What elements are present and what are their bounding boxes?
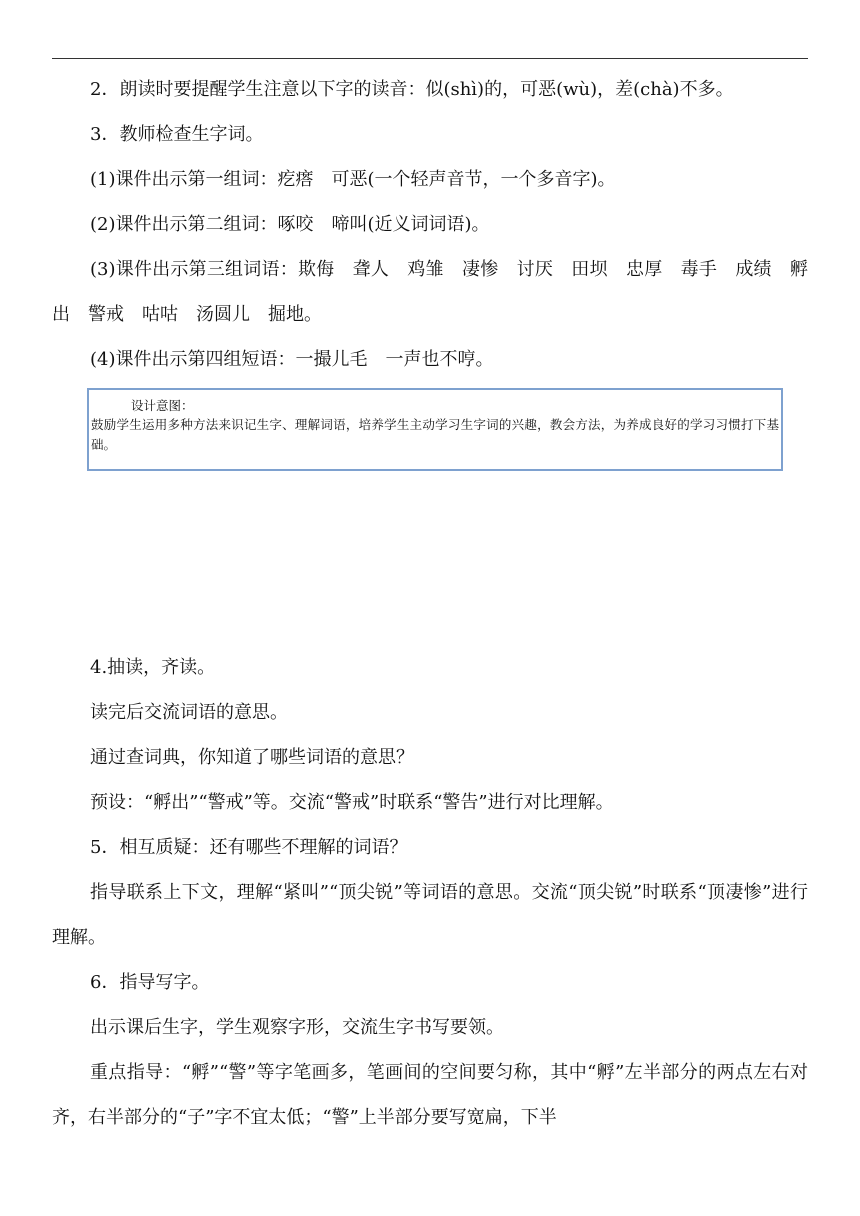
paragraph-discuss-meaning: 读完后交流词语的意思。: [90, 702, 288, 723]
paragraph-read-aloud: 4.抽读，齐读。: [90, 657, 216, 678]
design-intent-body: 鼓励学生运用多种方法来识记生字、理解词语，培养学生主动学习生字词的兴趣，教会方法，为养成良好的学习习惯打下基础。: [91, 417, 779, 452]
paragraph-preset: 预设：“孵出”“警戒”等。交流“警戒”时联系“警告”进行对比理解。: [90, 792, 614, 813]
paragraph-word-group-1: (1)课件出示第一组词：疙瘩 可恶(一个轻声音节，一个多音字)。: [90, 169, 616, 190]
paragraph-writing-guidance: 6．指导写字。: [90, 972, 210, 993]
paragraph-word-group-2: (2)课件出示第二组词：啄咬 啼叫(近义词词语)。: [90, 214, 490, 235]
design-intent-box: [87, 388, 783, 471]
document-body-bottom: [52, 645, 808, 1140]
header-rule: [52, 58, 808, 59]
paragraph-context-guidance: 指导联系上下文，理解“紧叫”“顶尖锐”等词语的意思。交流“顶尖锐”时联系“顶凄惨”进行理解。: [52, 882, 808, 948]
paragraph-phrase-group-4: (4)课件出示第四组短语：一撮儿毛 一声也不哼。: [90, 349, 494, 370]
paragraph-key-guidance: 重点指导：“孵”“警”等字笔画多，笔画间的空间要匀称，其中“孵”左半部分的两点左右对齐，右半部分的“子”字不宜太低；“警”上半部分要写宽扁，下半: [52, 1062, 808, 1128]
paragraph-dictionary-question: 通过查词典，你知道了哪些词语的意思？: [90, 747, 414, 768]
paragraph-mutual-questioning: 5．相互质疑：还有哪些不理解的词语？: [90, 837, 408, 858]
paragraph-word-group-3: (3)课件出示第三组词语：欺侮 聋人 鸡雏 凄惨 讨厌 田坝 忠厚 毒手 成绩 孵出 警戒 咕咕 汤圆儿 掘地。: [52, 259, 808, 325]
document-body-top: [52, 67, 808, 382]
paragraph-pronunciation: 2．朗读时要提醒学生注意以下字的读音：似(shì)的，可恶(wù)，差(chà)不多。: [90, 79, 734, 100]
paragraph-check-words: 3．教师检查生字词。: [90, 124, 264, 145]
paragraph-show-characters: 出示课后生字，学生观察字形，交流生字书写要领。: [90, 1017, 504, 1038]
design-intent-title: 设计意图：: [131, 398, 194, 413]
